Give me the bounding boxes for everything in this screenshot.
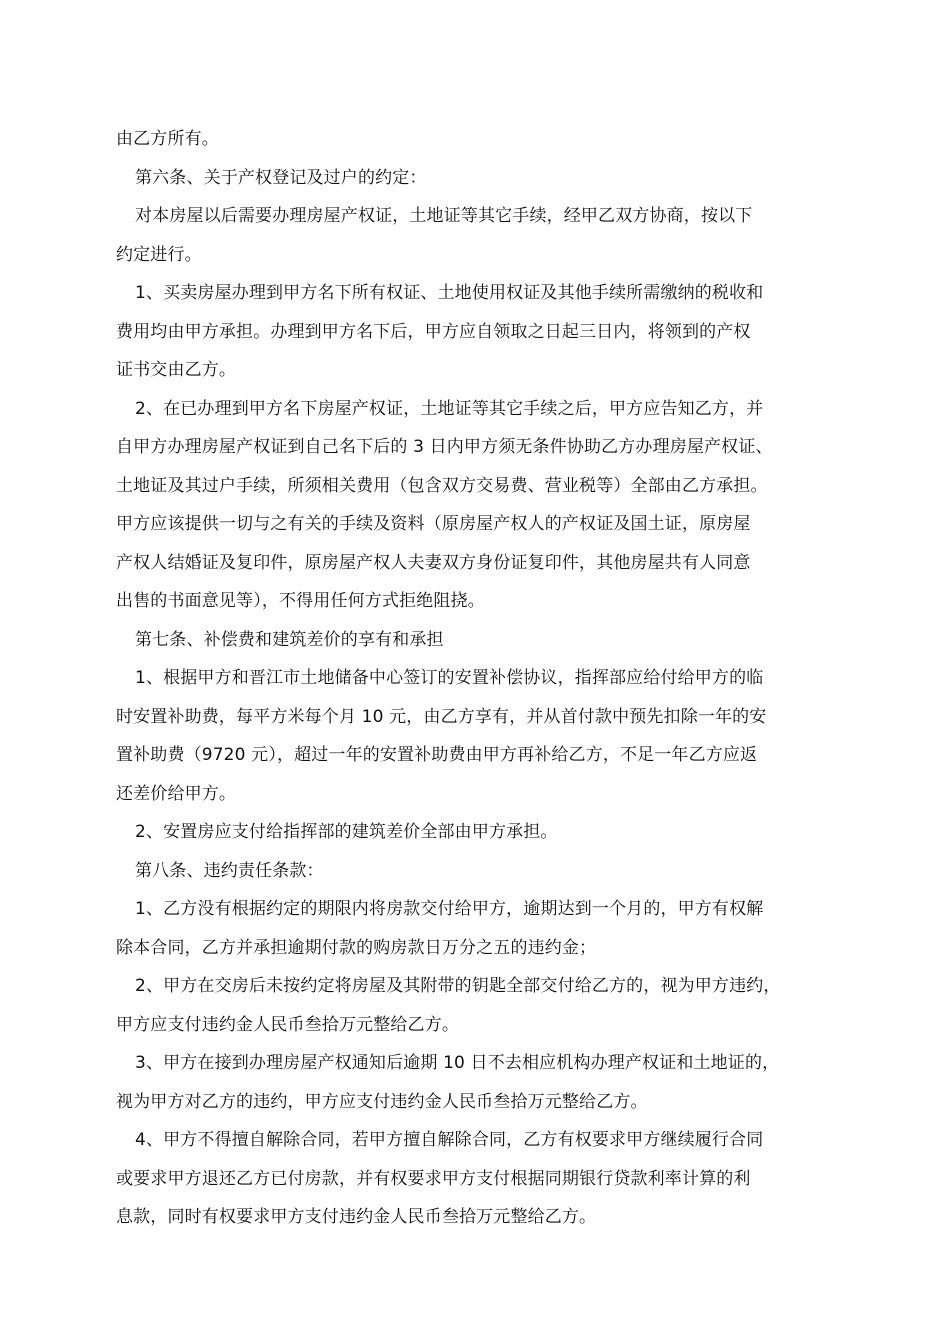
text-line: 约定进行。 [116,244,202,265]
clause-line: 1、根据甲方和晋江市土地储备中心签订的安置补偿协议，指挥部应给付给甲方的临 [135,668,764,688]
contract-text [116,120,838,1237]
text-line: 还差价给甲方。 [116,783,237,804]
text-line: 由乙方所有。 [116,129,219,149]
clause-line: 1、乙方没有根据约定的期限内将房款交付给甲方，逾期达到一个月的，甲方有权解 [135,899,764,919]
clause-line: 2、安置房应支付给指挥部的建筑差价全部由甲方承担。 [135,822,558,842]
clause-line: 4、甲方不得擅自解除合同，若甲方擅自解除合同，乙方有权要求甲方继续履行合同 [135,1130,764,1150]
text-line: 产权人结婚证及复印件，原房屋产权人夫妻双方身份证复印件，其他房屋共有人同意 [116,552,751,573]
text-line: 自甲方办理房屋产权证到自己名下后的 3 日内甲方须无条件协助乙方办理房屋产权证、 [116,437,773,457]
clause-line: 2、在已办理到甲方名下房屋产权证，土地证等其它手续之后，甲方应告知乙方，并 [135,398,764,419]
text-line: 时安置补助费，每平方米每个月 10 元，由乙方享有，并从首付款中预先扣除一年的安 [116,706,767,727]
clause-line: 3、甲方在接到办理房屋产权通知后逾期 10 日不去相应机构办理产权证和土地证的， [135,1053,780,1073]
text-line: 费用均由甲方承担。办理到甲方名下后，甲方应自领取之日起三日内，将领到的产权 [116,321,751,342]
text-line: 出售的书面意见等），不得用任何方式拒绝阻挠。 [116,591,485,611]
text-line: 置补助费（9720 元），超过一年的安置补助费由甲方再补给乙方，不足一年乙方应返 [116,745,758,765]
clause-line: 2、甲方在交房后未按约定将房屋及其附带的钥匙全部交付给乙方的，视为甲方违约， [135,976,781,996]
text-line: 土地证及其过户手续，所须相关费用（包含双方交易费、营业税等）全部由乙方承担。 [116,475,768,496]
article-heading-8: 第八条、违约责任条款： [135,860,324,881]
text-line: 或要求甲方退还乙方已付房款，并有权要求甲方支付根据同期银行贷款利率计算的利 [116,1168,751,1189]
text-line: 对本房屋以后需要办理房屋产权证，土地证等其它手续，经甲乙双方协商，按以下 [135,206,753,226]
text-line: 甲方应支付违约金人民币叁拾万元整给乙方。 [116,1014,459,1035]
clause-line: 1、买卖房屋办理到甲方名下所有权证、土地使用权证及其他手续所需缴纳的税收和 [135,283,764,303]
article-heading-7: 第七条、补偿费和建筑差价的享有和承担 [135,629,444,650]
article-heading-6: 第六条、关于产权登记及过户的约定： [135,167,427,188]
text-line: 息款，同时有权要求甲方支付违约金人民币叁拾万元整给乙方。 [116,1207,597,1227]
text-line: 甲方应该提供一切与之有关的手续及资料（原房屋产权人的产权证及国土证，原房屋 [116,514,751,534]
text-line: 视为甲方对乙方的违约，甲方应支付违约金人民币叁拾万元整给乙方。 [116,1091,648,1112]
text-line: 除本合同，乙方并承担逾期付款的购房款日万分之五的违约金； [116,937,597,958]
text-line: 证书交由乙方。 [116,360,237,380]
